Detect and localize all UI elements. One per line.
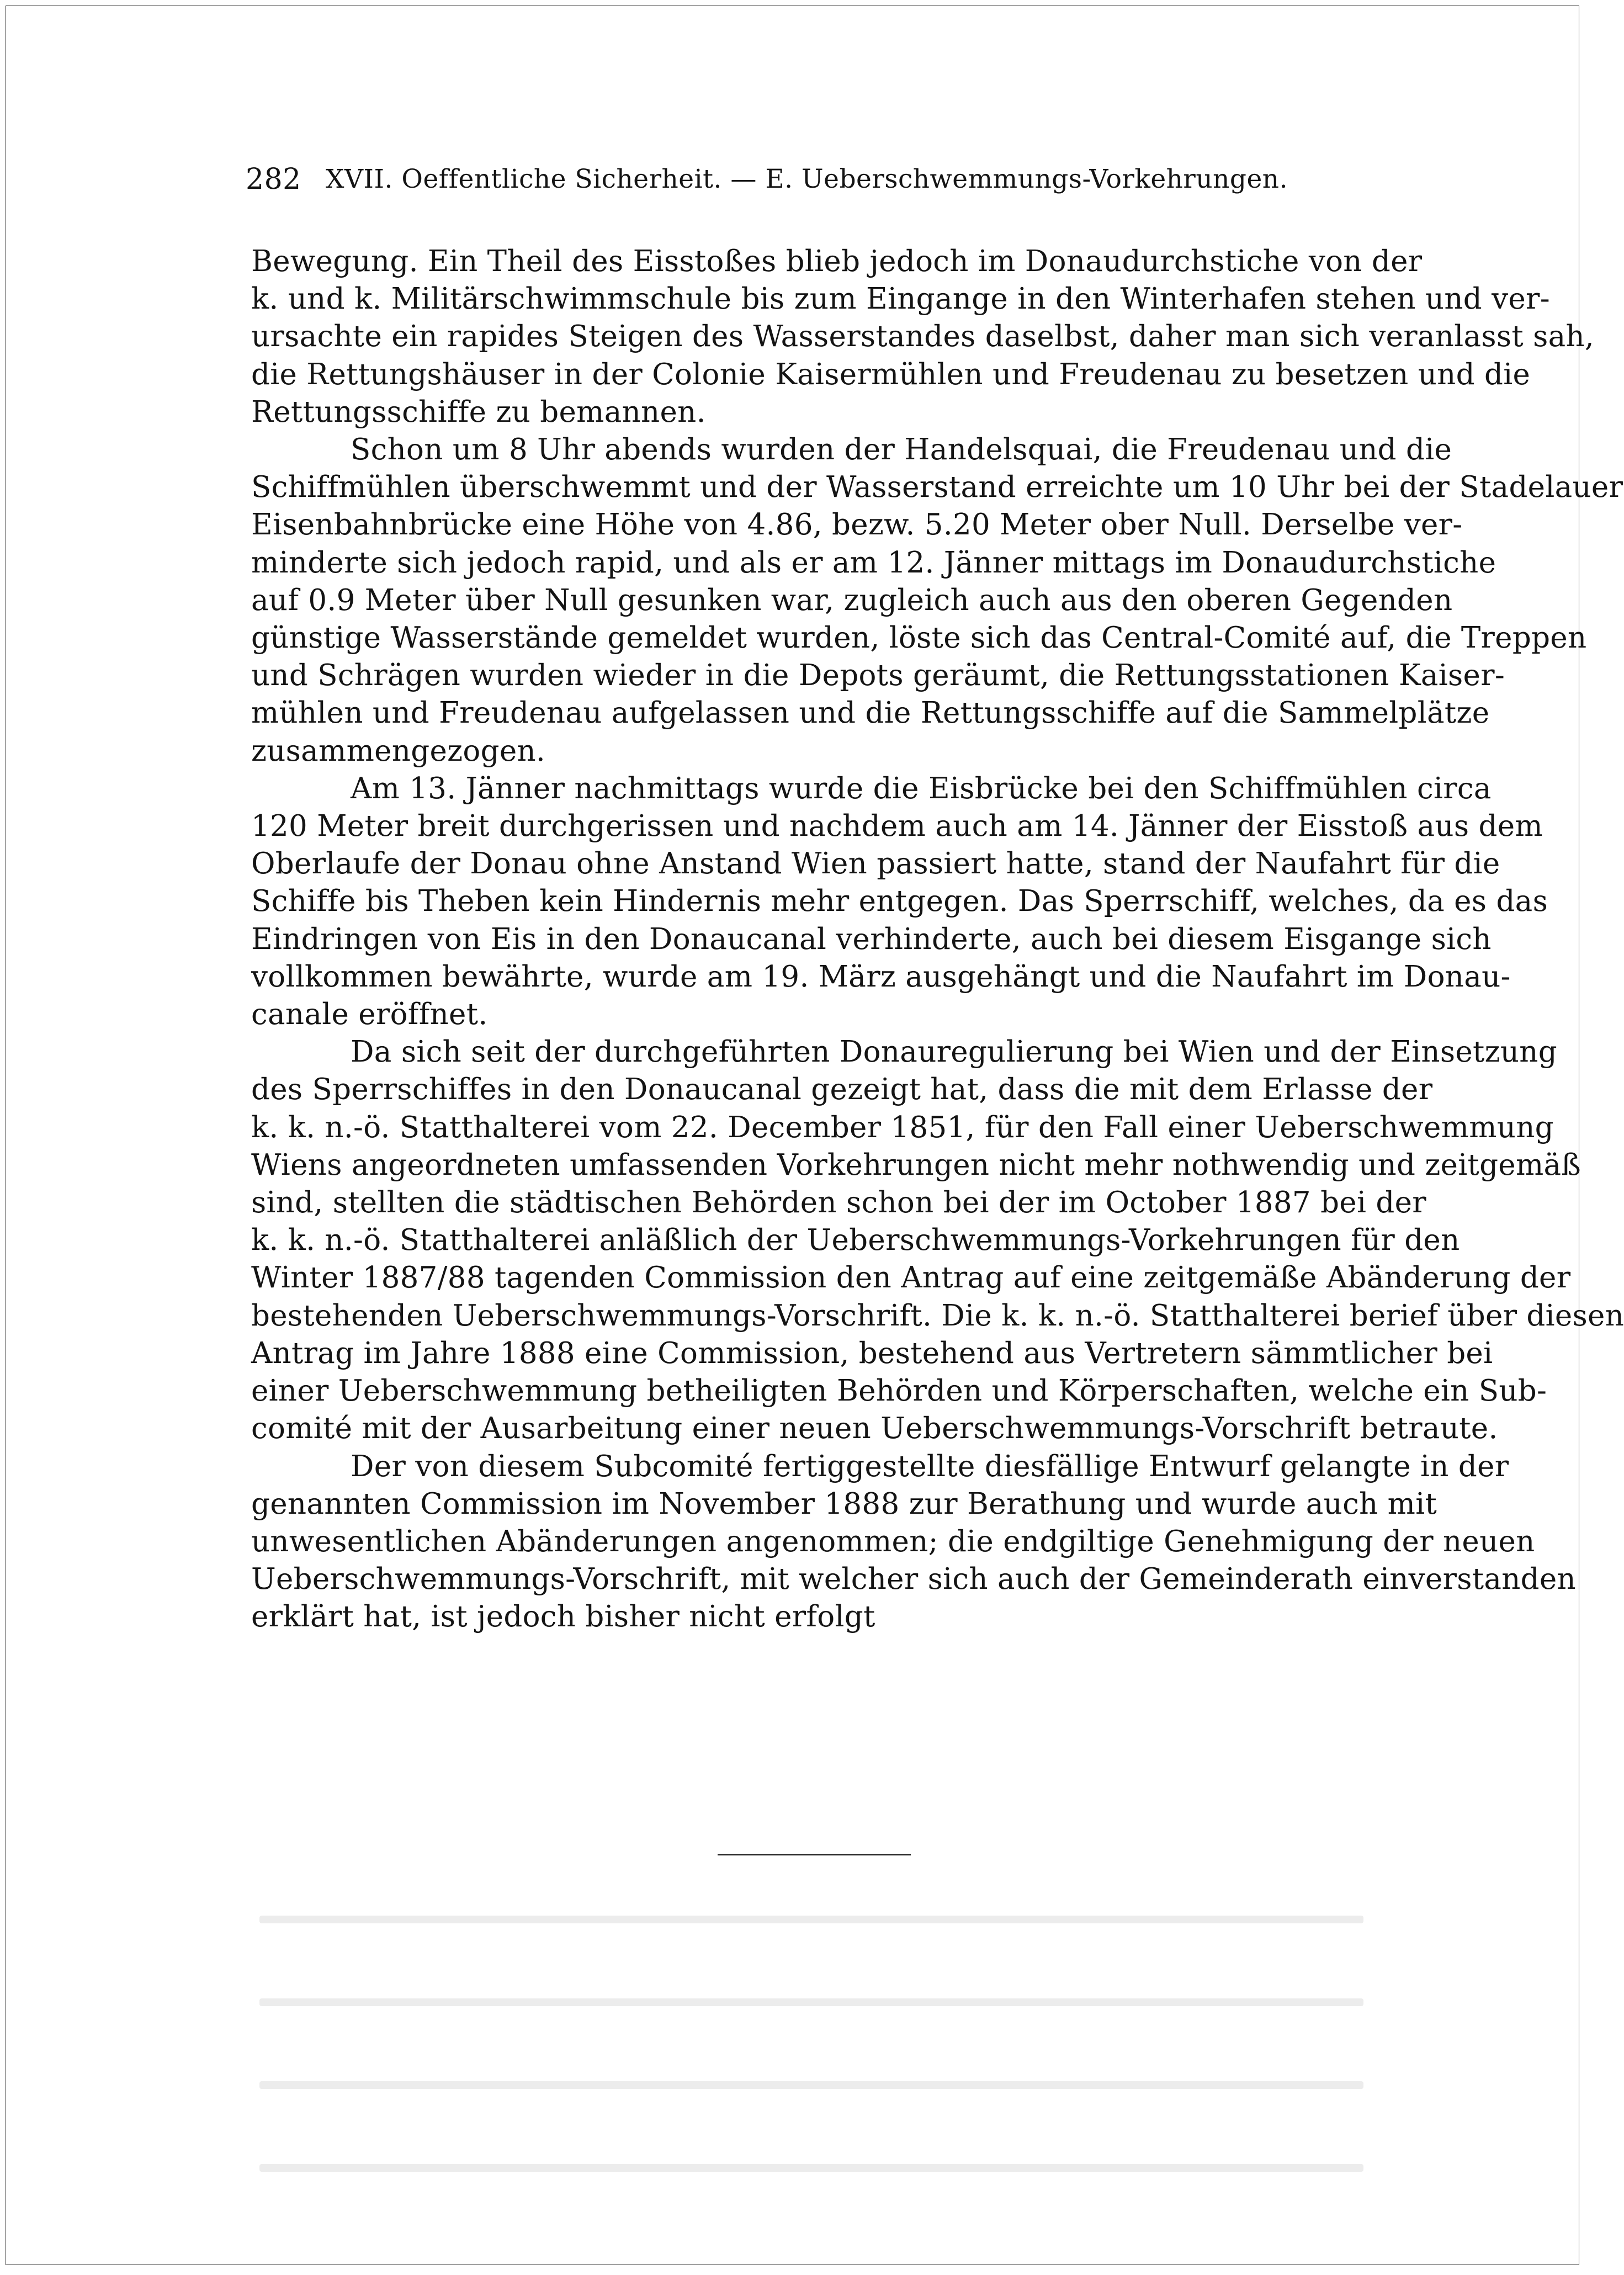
paragraph-2 — [251, 431, 1623, 770]
text-line: Ueberschwemmungs-Vorschrift, mit welcher sich auch der Gemeinderath einverstanden — [251, 1562, 1576, 1597]
text-line: k. k. n.-ö. Statthalterei vom 22. December 1851, für den Fall einer Ueberschwemmung — [251, 1110, 1554, 1144]
paragraph-4 — [251, 1033, 1624, 1447]
text-line: vollkommen bewährte, wurde am 19. März ausgehängt und die Naufahrt im Donau- — [251, 959, 1511, 994]
text-line: Schiffmühlen überschwemmt und der Wasserstand erreichte um 10 Uhr bei der Stadelauer — [251, 470, 1623, 505]
page-number: 282 — [246, 163, 301, 196]
text-line: mühlen und Freudenau aufgelassen und die Rettungsschiffe auf die Sammelplätze — [251, 696, 1490, 730]
text-line: sind, stellten die städtischen Behörden schon bei der im October 1887 bei der — [251, 1186, 1426, 1220]
text-line: des Sperrschiffes in den Donaucanal gezeigt hat, dass die mit dem Erlasse der — [251, 1073, 1433, 1107]
text-line: einer Ueberschwemmung betheiligten Behörden und Körperschaften, welche ein Sub- — [251, 1374, 1547, 1408]
text-line: zusammengezogen. — [251, 734, 546, 768]
text-line: Der von diesem Subcomité fertiggestellte diesfällige Entwurf gelangte in der — [351, 1449, 1509, 1483]
text-line: günstige Wasserstände gemeldet wurden, löste sich das Central-Comité auf, die Treppen — [251, 621, 1587, 655]
text-line: erklärt hat, ist jedoch bisher nicht erfolgt — [251, 1600, 875, 1634]
text-line: comité mit der Ausarbeitung einer neuen Ueberschwemmungs-Vorschrift betraute. — [251, 1412, 1498, 1446]
text-line: Eindringen von Eis in den Donaucanal verhinderte, auch bei diesem Eisgange sich — [251, 922, 1492, 956]
text-line: ursachte ein rapides Steigen des Wasserstandes daselbst, daher man sich veranlasst sah, — [251, 320, 1595, 354]
text-line: Am 13. Jänner nachmittags wurde die Eisbrücke bei den Schiffmühlen circa — [351, 771, 1492, 805]
text-line: canale eröffnet. — [251, 998, 488, 1032]
text-line: Schon um 8 Uhr abends wurden der Handelsquai, die Freudenau und die — [351, 433, 1452, 467]
section-separator-rule — [718, 1854, 911, 1855]
bleed-through-shadow — [259, 2164, 1363, 2172]
text-line: Da sich seit der durchgeführten Donauregulierung bei Wien und der Einsetzung — [351, 1035, 1557, 1069]
text-line: Schiffe bis Theben kein Hindernis mehr entgegen. Das Sperrschiff, welches, da es das — [251, 884, 1548, 919]
text-line: bestehenden Ueberschwemmungs-Vorschrift. Die k. k. n.-ö. Statthalterei berief über diesen — [251, 1298, 1624, 1333]
paragraph-1 — [251, 243, 1595, 431]
text-line: Rettungsschiffe zu bemannen. — [251, 395, 706, 429]
page-header — [246, 160, 1288, 199]
running-head: XVII. Oeffentliche Sicherheit. — E. Ueberschwemmungs-Vorkehrungen. — [326, 164, 1288, 194]
text-line: Wiens angeordneten umfassenden Vorkehrungen nicht mehr nothwendig und zeitgemäß — [251, 1148, 1581, 1182]
bleed-through-shadow — [259, 1916, 1363, 1923]
text-line: unwesentlichen Abänderungen angenommen; die endgiltige Genehmigung der neuen — [251, 1524, 1535, 1558]
text-line: k. und k. Militärschwimmschule bis zum Eingange in den Winterhafen stehen und ver- — [251, 282, 1550, 316]
text-line: Winter 1887/88 tagenden Commission den Antrag auf eine zeitgemäße Abänderung der — [251, 1261, 1571, 1295]
text-line: Bewegung. Ein Theil des Eisstoßes blieb jedoch im Donaudurchstiche von der — [251, 245, 1423, 278]
text-line: genannten Commission im November 1888 zur Berathung und wurde auch mit — [251, 1487, 1437, 1521]
text-line: k. k. n.-ö. Statthalterei anläßlich der Ueberschwemmungs-Vorkehrungen für den — [251, 1223, 1460, 1258]
bleed-through-shadow — [259, 2081, 1363, 2089]
text-line: Eisenbahnbrücke eine Höhe von 4.86, bezw. 5.20 Meter ober Null. Derselbe ver- — [251, 508, 1463, 542]
text-line: auf 0.9 Meter über Null gesunken war, zugleich auch aus den oberen Gegenden — [251, 583, 1453, 617]
body-text — [251, 243, 1624, 1636]
paragraph-5 — [251, 1448, 1576, 1636]
bleed-through-shadow — [259, 1998, 1363, 2006]
text-line: Antrag im Jahre 1888 eine Commission, bestehend aus Vertretern sämmtlicher bei — [251, 1336, 1493, 1370]
paragraph-3 — [251, 770, 1548, 1033]
text-line: 120 Meter breit durchgerissen und nachdem auch am 14. Jänner der Eisstoß aus dem — [251, 809, 1543, 844]
text-line: die Rettungshäuser in der Colonie Kaisermühlen und Freudenau zu besetzen und die — [251, 357, 1531, 391]
text-line: Oberlaufe der Donau ohne Anstand Wien passiert hatte, stand der Naufahrt für die — [251, 847, 1500, 881]
text-line: minderte sich jedoch rapid, und als er am 12. Jänner mittags im Donaudurchstiche — [251, 545, 1496, 580]
text-line: und Schrägen wurden wieder in die Depots geräumt, die Rettungsstationen Kaiser- — [251, 659, 1505, 693]
